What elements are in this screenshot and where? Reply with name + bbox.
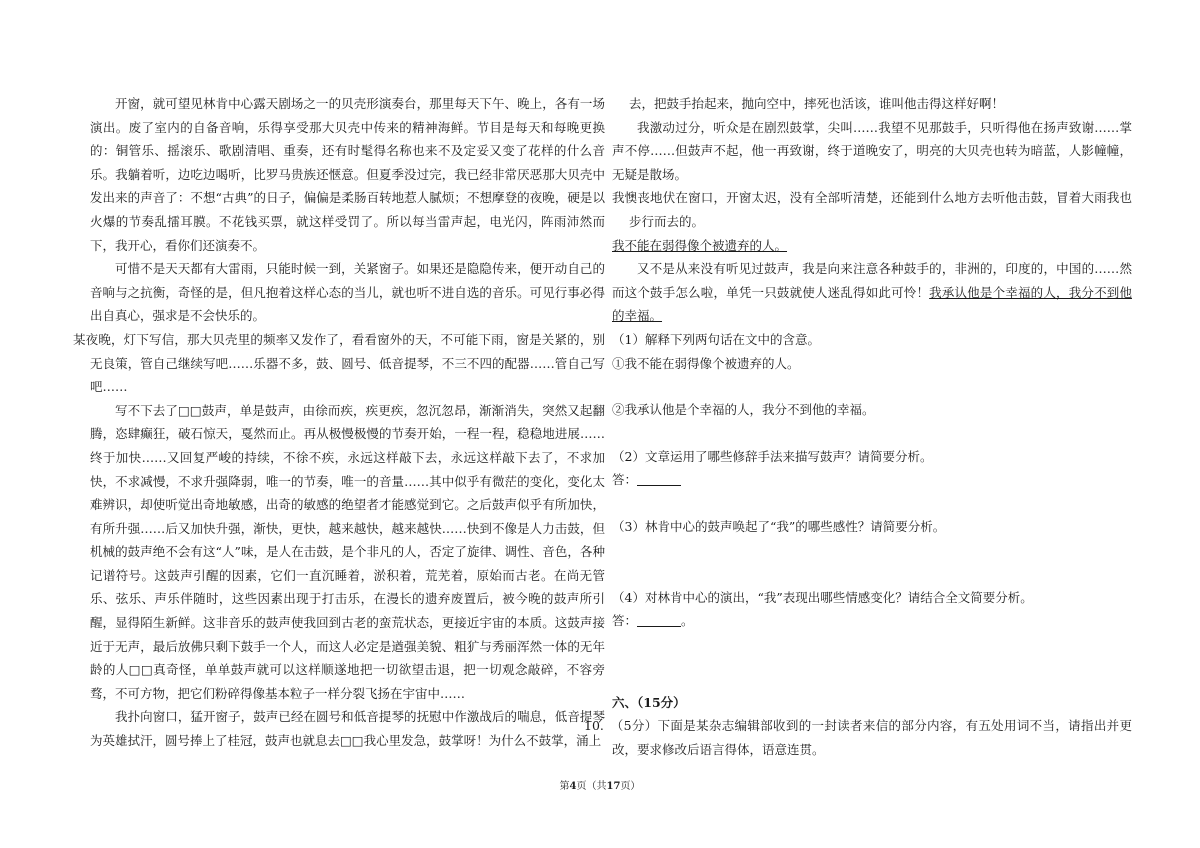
answer-label: 答： xyxy=(612,613,638,629)
question-1-item-2: ②我承认他是个幸福的人，我分不到他的幸福。 xyxy=(612,402,875,418)
answer-line-2 xyxy=(612,468,1132,492)
question-4: （4）对林肯中心的演出，“我”表现出哪些情感变化？请结合全文简要分析。 xyxy=(612,589,1033,605)
footer-prefix: 第 xyxy=(559,781,570,792)
question-3: （3）林肯中心的鼓声唤起了“我”的哪些感性？请简要分析。 xyxy=(612,518,946,534)
left-column xyxy=(73,92,605,753)
answer-blank[interactable] xyxy=(637,473,681,486)
question-2: （2）文章运用了哪些修辞手法来描写鼓声？请简要分析。 xyxy=(612,448,933,464)
footer-middle: 页（共 xyxy=(576,781,607,792)
passage-paragraph-8: 我懊丧地伏在窗口，开窗太迟，没有全部听清楚，还能到什么地方去听他击鼓，冒着大雨我也步行而去的。 xyxy=(612,190,1132,229)
passage-paragraph-10 xyxy=(612,257,1132,328)
passage-paragraph-2: 可惜不是天天都有大雷雨，只能时候一到，关紧窗子。如果还是隐隐传来，便开动自己的音响与之抗衡，奇怪的是，但凡抱着这样心态的当儿，就也听不进自选的音乐。可见行事必得出自真心，强求是不会快乐的。 xyxy=(90,261,605,324)
page-total: 17 xyxy=(606,781,621,792)
section-heading: 六、（15分） xyxy=(612,694,686,710)
right-column xyxy=(584,92,1132,761)
passage-paragraph-4: 写不下去了□□鼓声，单是鼓声，由徐而疾，疾更疾，忽沉忽昂，渐渐消失，突然又起翻腾，恣肆癫狂，破石惊天，戛然而止。再从极慢极慢的节奏开始，一程一程，稳稳地进展……终于加快……又回复严峻的持续，不徐不疾，永远这样敲下去，永远这样敲下去了，不求加快，不求减慢，不求升强降弱，唯一的节奏，唯一的音量……其中似乎有微茫的变化，变化太难辨识，却使听觉出奇地敏感，出奇的敏感的绝望者才能感觉到它。之后鼓声似乎有所加快，有所升强……后又加快升强，渐快，更快，越来越快，越来越快……快到不像是人力击鼓，但机械的鼓声绝不会有这“人”味，是人在击鼓，是个非凡的人，否定了旋律、调性、音色，各种记谱符号。这鼓声引醒的因素，它们一直沉睡着，淤积着，荒芜着，原始而古老。在尚无管乐、弦乐、声乐伴随时，这些因素出现于打击乐，在漫长的遗弃废置后，被今晚的鼓声所引醒，显得陌生新鲜。这非音乐的鼓声使我回到古老的蛮荒状态，更接近宇宙的本质。这鼓声接近于无声，最后放佛只剩下鼓手一个人，而这人必定是遒强美貌、粗犷与秀丽浑然一体的无年龄的人□□真奇怪，单单鼓声就可以这样顺遂地把一切欲望击退，把一切观念敲碎，不容旁骛，不可方物，把它们粉碎得像基本粒子一样分裂飞扬在宇宙中…… xyxy=(90,402,605,701)
question-10: 10. （5分）下面是某杂志编辑部收到的一封读者来信的部分内容，有五处用词不当，请指出并更改，要求修改后语言得体，语意连贯。 xyxy=(584,718,1132,757)
page-footer xyxy=(0,777,1200,792)
underlined-sentence-2: 我承认他是个幸福的人，我分不到他的幸福。 xyxy=(612,284,1132,324)
page-number: 4 xyxy=(569,781,577,792)
question-1-item-1: ①我不能在弱得像个被遗弃的人。 xyxy=(612,355,800,371)
passage-paragraph-7: 我激动过分，听众是在剧烈鼓掌，尖叫……我望不见那鼓手，只听得他在扬声致谢……掌声不停……但鼓声不起，他一再致谢，终于道晚安了，明亮的大贝壳也转为暗蓝，人影幢幢，无疑是散场。 xyxy=(612,119,1132,182)
paragraph-10-text: 又不是从来没有听见过鼓声，我是向来注意各种鼓手的，非洲的，印度的，中国的……然而这个鼓手怎么啦，单凭一只鼓就使人迷乱得如此可怜！ xyxy=(612,261,1132,300)
answer-end-mark: 。 xyxy=(681,613,694,629)
passage-paragraph-5: 我扑向窗口，猛开窗子，鼓声已经在圆号和低音提琴的抚慰中作激战后的喘息，低音提琴为英雄拭汗，圆号捧上了桂冠，鼓声也就息去□□我心里发急，鼓掌呀！为什么不鼓掌，涌上 xyxy=(90,709,605,749)
question-1: （1）解释下列两句话在文中的含意。 xyxy=(612,331,820,347)
passage-paragraph-1: 开窗，就可望见林肯中心露天剧场之一的贝壳形演奏台，那里每天下午、晚上，各有一场演出。废了室内的自备音响，乐得享受那大贝壳中传来的精神海鲜。节目是每天和每晚更换的：铜管乐、摇滚乐、歌剧清唱、重奏，还有时髦得名称也来不及定妥又变了花样的什么音乐。我躺着听，边吃边喝听，比罗马贵族还惬意。但夏季没过完，我已经非常厌恶那大贝壳中发出来的声音了：不想“古典”的日子，偏偏是柔肠百转地惹人腻烦；不想摩登的夜晚，硬是以火爆的节奏乱擂耳膜。不花钱买票，就这样受罚了。所以每当雷声起，电光闪，阵雨沛然而下，我开心，看你们还演奏不。 xyxy=(90,96,605,253)
underlined-sentence-1: 我不能在弱得像个被遗弃的人。 xyxy=(612,237,788,253)
passage-paragraph-6: 去，把鼓手抬起来，抛向空中，摔死也活该，谁叫他击得这样好啊！ xyxy=(629,96,1005,111)
answer-blank[interactable] xyxy=(637,614,681,627)
answer-label: 答： xyxy=(612,472,638,488)
passage-paragraph-9 xyxy=(612,234,1132,258)
answer-line-4 xyxy=(612,609,1132,633)
footer-suffix: 页） xyxy=(620,781,641,792)
passage-paragraph-3: 某夜晚，灯下写信，那大贝壳里的频率又发作了，看看窗外的天，不可能下雨，窗是关紧的，别无良策，管自己继续写吧……乐器不多，鼓、圆号、低音提琴，不三不四的配器……管自己写吧…… xyxy=(73,331,605,395)
